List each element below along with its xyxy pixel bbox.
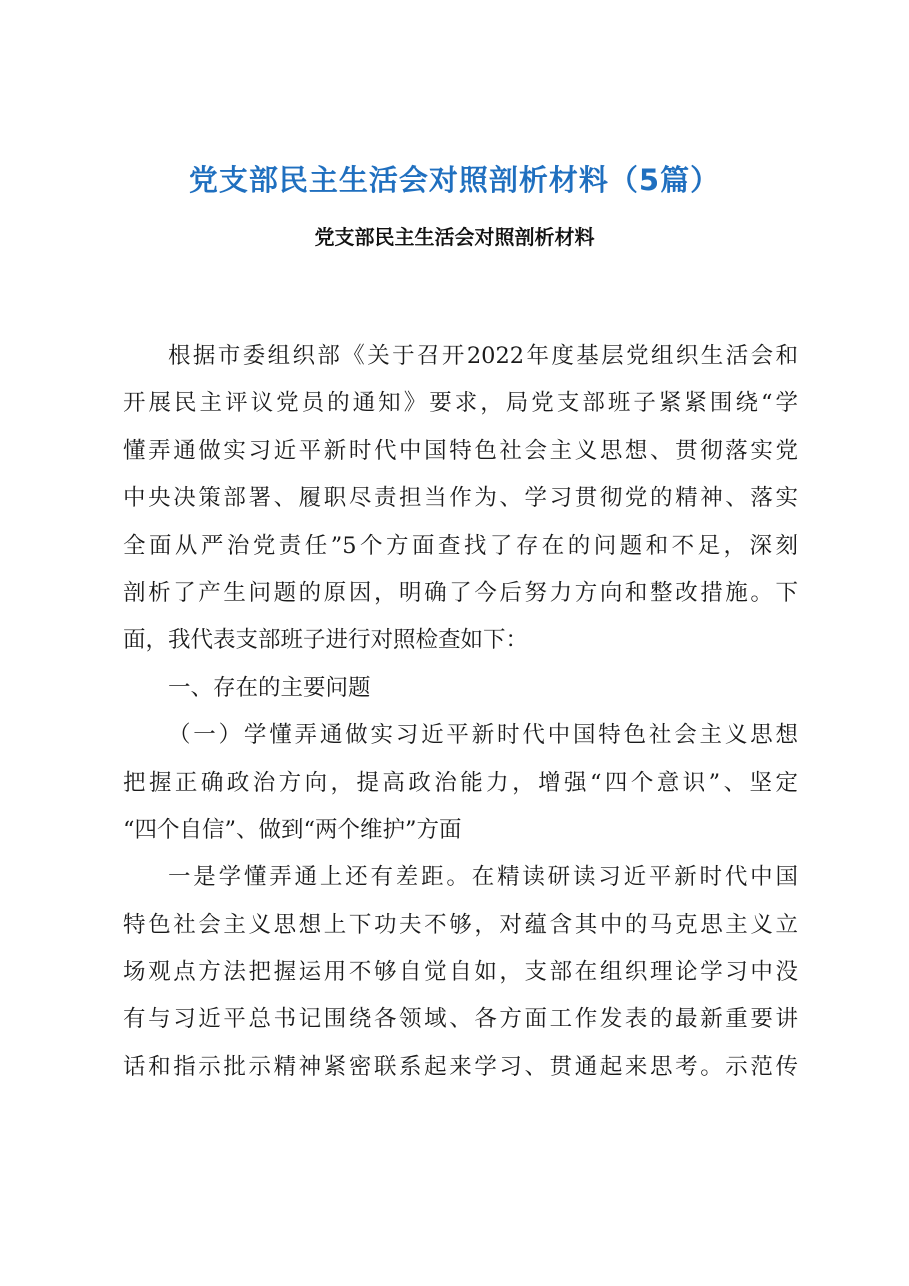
- body-text-line: 把握正确政治方向，提高政治能力，增强“四个意识”、坚定: [123, 769, 798, 796]
- body-text-line: 特色社会主义思想上下功夫不够，对蕴含其中的马克思主义立: [123, 911, 798, 938]
- body-text-line: 有与习近平总书记围绕各领域、各方面工作发表的最新重要讲: [123, 1006, 798, 1033]
- document-body: [123, 333, 798, 1091]
- body-text-line: 根据市委组织部《关于召开2022年度基层党组织生活会和: [168, 343, 798, 369]
- body-text-line: （一）学懂弄通做实习近平新时代中国特色社会主义思想: [168, 722, 798, 749]
- document-subtitle: 党支部民主生活会对照剖析材料: [314, 225, 595, 249]
- body-text-line: 懂弄通做实习近平新时代中国特色社会主义思想、贯彻落实党: [123, 437, 798, 464]
- body-text-line: 场观点方法把握运用不够自觉自如，支部在组织理论学习中没: [123, 959, 798, 986]
- body-text-line: 中央决策部署、履职尽责担当作为、学习贯彻党的精神、落实: [123, 485, 798, 512]
- body-text-line: 一是学懂弄通上还有差距。在精读研读习近平新时代中国: [168, 864, 798, 891]
- body-text-line: 剖析了产生问题的原因，明确了今后努力方向和整改措施。下: [123, 579, 798, 606]
- body-text-line: 开展民主评议党员的通知》要求，局党支部班子紧紧围绕“学: [123, 390, 798, 417]
- body-text-line: 面，我代表支部班子进行对照检查如下：: [123, 627, 529, 654]
- document-title: 党支部民主生活会对照剖析材料（5篇）: [188, 163, 721, 197]
- body-text-line: 全面从严治党责任”5个方面查找了存在的问题和不足，深刻: [123, 532, 798, 559]
- body-text-line: 一、存在的主要问题: [168, 674, 371, 701]
- body-text-line: 话和指示批示精神紧密联系起来学习、贯通起来思考。示范传: [123, 1053, 798, 1080]
- body-text-line: “四个自信”、做到“两个维护”方面: [123, 816, 462, 843]
